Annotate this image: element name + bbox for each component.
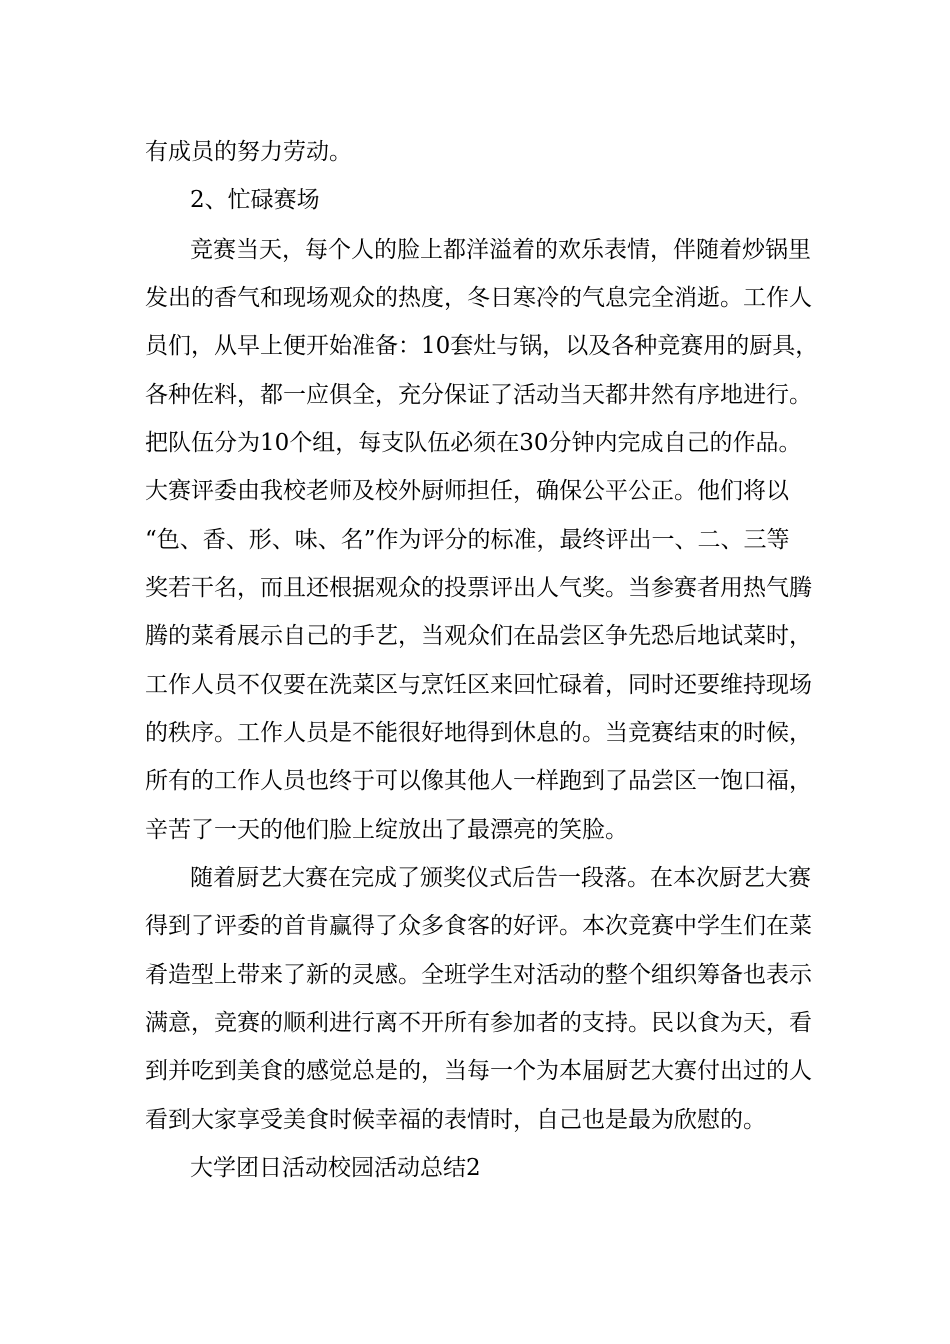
paragraph-line: 员们，从早上便开始准备：10套灶与锅，以及各种竞赛用的厨具， bbox=[145, 333, 819, 359]
paragraph-line: 看到大家享受美食时候幸福的表情时，自己也是最为欣慰的。 bbox=[145, 1107, 766, 1133]
paragraph-line: 竞赛当天，每个人的脸上都洋溢着的欢乐表情，伴随着炒锅里 bbox=[190, 237, 811, 263]
paragraph-line: 把队伍分为10个组，每支队伍必须在30分钟内完成自己的作品。 bbox=[145, 430, 802, 456]
paragraph-line: “色、香、形、味、名”作为评分的标准，最终评出一、二、三等 bbox=[145, 527, 790, 553]
paragraph-line: 腾的菜肴展示自己的手艺，当观众们在品尝区争先恐后地试菜时， bbox=[145, 623, 812, 649]
text-line: 有成员的努力劳动。 bbox=[145, 139, 352, 165]
paragraph-line: 到并吃到美食的感觉总是的，当每一个为本届厨艺大赛付出过的人 bbox=[145, 1058, 812, 1084]
section-title: 大学团日活动校园活动总结2 bbox=[190, 1155, 481, 1181]
paragraph-line: 工作人员不仅要在洗菜区与烹饪区来回忙碌着，同时还要维持现场 bbox=[145, 672, 812, 698]
paragraph-line: 随着厨艺大赛在完成了颁奖仪式后告一段落。在本次厨艺大赛 bbox=[190, 865, 811, 891]
paragraph-line: 奖若干名，而且还根据观众的投票评出人气奖。当参赛者用热气腾 bbox=[145, 575, 812, 601]
paragraph-line: 发出的香气和现场观众的热度，冬日寒冷的气息完全消逝。工作人 bbox=[145, 285, 812, 311]
section-heading: 2、忙碌赛场 bbox=[190, 187, 320, 213]
paragraph-line: 得到了评委的首肯赢得了众多食客的好评。本次竞赛中学生们在菜 bbox=[145, 913, 812, 939]
paragraph-line: 辛苦了一天的他们脸上绽放出了最漂亮的笑脸。 bbox=[145, 817, 628, 843]
paragraph-line: 所有的工作人员也终于可以像其他人一样跑到了品尝区一饱口福， bbox=[145, 768, 812, 794]
paragraph-line: 大赛评委由我校老师及校外厨师担任，确保公平公正。他们将以 bbox=[145, 478, 789, 504]
paragraph-line: 各种佐料，都一应俱全，充分保证了活动当天都井然有序地进行。 bbox=[145, 382, 812, 408]
paragraph-line: 的秩序。工作人员是不能很好地得到休息的。当竞赛结束的时候， bbox=[145, 720, 812, 746]
paragraph-line: 满意，竞赛的顺利进行离不开所有参加者的支持。民以食为天，看 bbox=[145, 1010, 812, 1036]
paragraph-line: 肴造型上带来了新的灵感。全班学生对活动的整个组织筹备也表示 bbox=[145, 962, 812, 988]
